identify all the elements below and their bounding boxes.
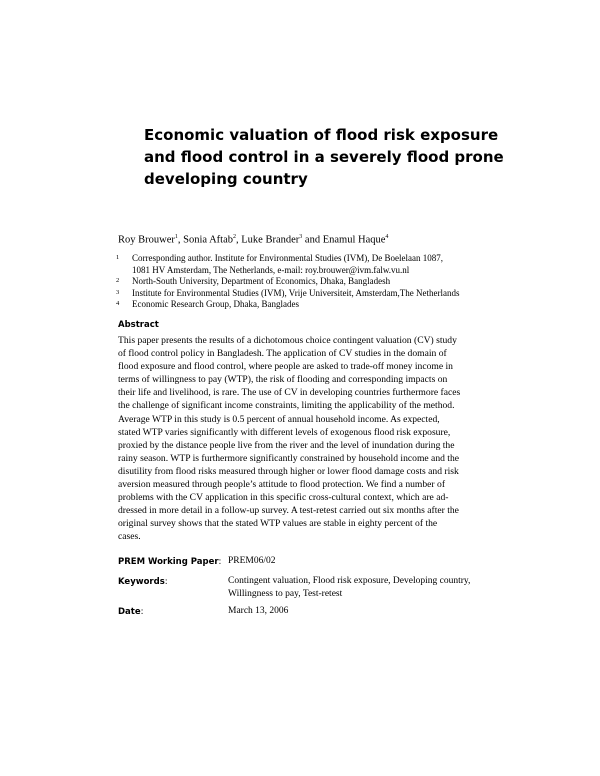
keywords-line: Willingness to pay, Test-retest [228,589,343,599]
date-label [118,607,144,617]
footnote [116,299,516,311]
author-mark: 1 [174,234,178,240]
abstract-line: disutility from flood risks measured through higher or lower flood damage costs and risk [118,465,459,477]
abstract-line: of flood control policy in Bangladesh. The application of CV studies in the domain of [118,348,447,360]
footnote-text: Institute for Environmental Studies (IVM), Vrije Universiteit, Amsterdam,The Netherlands [132,287,460,298]
footnote-text: 1081 HV Amsterdam, The Netherlands, e-mail: roy.brouwer@ivm.falw.vu.nl [132,264,410,275]
author-name: Sonia Aftab [183,234,233,246]
working-paper-value: PREM06/02 [228,556,276,566]
title-line: and flood control in a severely flood prone [144,148,504,166]
title-line: developing country [144,170,308,188]
author-mark: 3 [299,234,303,240]
footnote-text: North-South University, Department of Economics, Dhaka, Bangladesh [132,276,391,287]
date-value: March 13, 2006 [228,606,289,616]
keywords-label [118,577,168,587]
abstract-line: dressed in more detail in a follow-up survey. A test-retest carried out six months after the [118,505,459,517]
author-separator: , [177,234,184,246]
footnote [116,276,516,288]
author-list [118,234,388,246]
abstract-heading: Abstract [118,320,159,330]
abstract-line: proxied by the distance people live from the river and the level of inundation during the [118,439,455,451]
footnote [116,253,516,276]
abstract-line: original survey shows that the stated WTP values are stable in eighty percent of the [118,518,438,530]
author-mark: 2 [233,234,236,240]
keywords-value [228,575,470,601]
abstract-line: terms of willingness to pay (WTP), the risk of flooding and corresponding impacts on [118,374,448,386]
abstract-line: their life and livelihood, is rare. The use of CV in developing countries furthermore faces [118,387,461,399]
abstract-line: Average WTP in this study is 0.5 percent of annual household income. As expected, [118,413,440,425]
abstract-line: problems with the CV application in this specific cross-cultural context, which are ad- [118,492,449,504]
keywords-label-text: Keywords [118,577,165,587]
author-separator: and [302,234,323,246]
working-paper-label [118,557,221,567]
abstract-line: stated WTP varies significantly with different levels of exogenous flood risk exposure, [118,426,451,438]
author-name: Luke Brander [241,234,300,246]
footnote [116,288,516,300]
abstract-body [118,334,498,544]
paper-title [144,124,524,190]
working-paper-label-text: PREM Working Paper [118,557,219,567]
abstract-line: cases. [118,531,141,543]
author-separator: , [236,234,242,246]
author-mark: 4 [385,234,389,240]
footnote-number: 3 [116,288,120,296]
affiliation-footnotes [116,253,516,311]
abstract-line: flood exposure and flood control, where people are asked to trade-off money income in [118,361,453,373]
footnote-number: 2 [116,277,120,285]
title-line: Economic valuation of flood risk exposure [144,126,499,144]
label-colon: : [164,577,168,587]
author-name: Roy Brouwer [118,234,175,246]
label-colon: : [140,607,144,617]
abstract-line: This paper presents the results of a dichotomous choice contingent valuation (CV) study [118,335,457,346]
footnote-text: Corresponding author. Institute for Environmental Studies (IVM), De Boelelaan 1087, [132,253,443,263]
abstract-line: the challenge of significant income constraints, limiting the applicability of the method. [118,400,455,412]
author-name: Enamul Haque [322,234,386,246]
abstract-line: aversion measured through people’s attitude to flood protection. We find a number of [118,479,446,491]
footnote-number: 4 [116,300,120,308]
footnote-number: 1 [116,254,120,261]
date-label-text: Date [118,607,141,617]
keywords-line: Contingent valuation, Flood risk exposure, Developing country, [228,576,471,586]
footnote-text: Economic Research Group, Dhaka, Banglades [132,299,299,310]
abstract-line: rainy season. WTP is furthermore significantly constrained by household income and the [118,452,460,464]
label-colon: : [218,557,222,567]
